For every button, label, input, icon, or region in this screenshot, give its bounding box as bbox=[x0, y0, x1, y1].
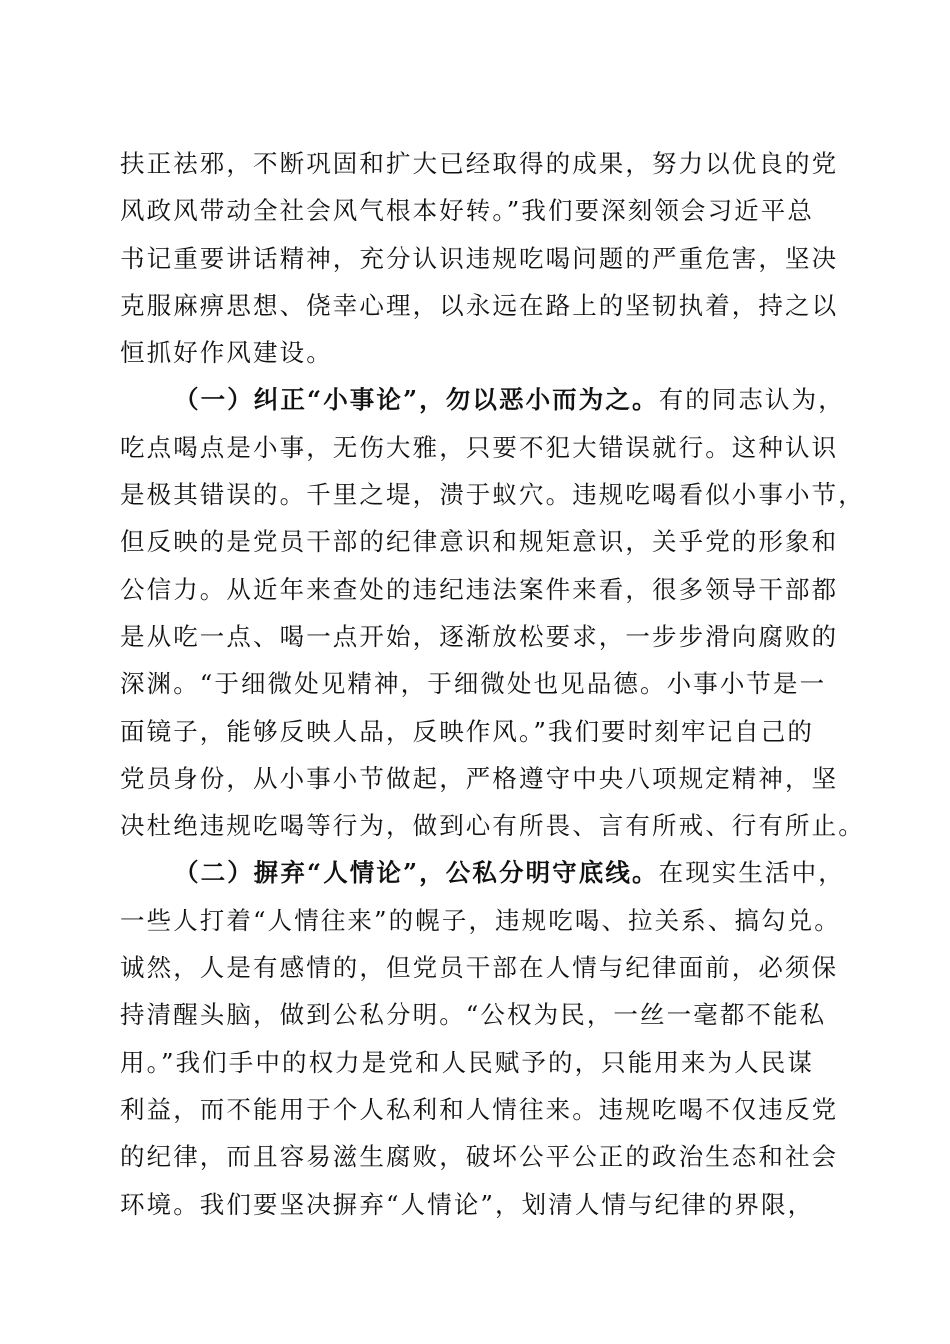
section-1-first-line-text: 有的同志认为， bbox=[658, 385, 845, 415]
body-text bbox=[120, 140, 865, 1228]
text-line: 克服麻痹思想、侥幸心理，以永远在路上的坚韧执着，持之以 bbox=[120, 290, 839, 320]
text-line: 是从吃一点、喝一点开始，逐渐放松要求，一步步滑向腐败的 bbox=[120, 621, 839, 651]
text-line: 是极其错误的。千里之堤，溃于蚁穴。违规吃喝看似小事小节， bbox=[120, 480, 865, 510]
text-line: 但反映的是党员干部的纪律意识和规矩意识，关乎党的形象和 bbox=[120, 527, 839, 557]
text-line: 诚然，人是有感情的，但党员干部在人情与纪律面前，必须保 bbox=[120, 953, 839, 983]
text-line: 的纪律，而且容易滋生腐败，破坏公平公正的政治生态和社会 bbox=[120, 1142, 839, 1172]
text-line: 一些人打着“人情往来”的幌子，违规吃喝、拉关系、搞勾兑。 bbox=[120, 905, 841, 935]
text-line: 书记重要讲话精神，充分认识违规吃喝问题的严重危害，坚决 bbox=[120, 243, 839, 273]
text-line: 党员身份，从小事小节做起，严格遵守中央八项规定精神，坚 bbox=[120, 763, 839, 793]
section-2-first-line-text: 在现实生活中， bbox=[658, 858, 845, 888]
text-line: 公信力。从近年来查处的违纪违法案件来看，很多领导干部都 bbox=[120, 574, 839, 604]
section-2-first-line bbox=[120, 849, 845, 896]
text-line: 利益，而不能用于个人私利和人情往来。违规吃喝不仅违反党 bbox=[120, 1094, 839, 1124]
section-1-heading: （一）纠正“小事论”，勿以恶小而为之。 bbox=[174, 385, 659, 415]
text-line: 恒抓好作风建设。 bbox=[120, 338, 333, 368]
text-line: 扶正祛邪，不断巩固和扩大已经取得的成果，努力以优良的党 bbox=[120, 149, 839, 178]
section-2-heading: （二）摒弃“人情论”，公私分明守底线。 bbox=[174, 858, 659, 888]
paragraph-section-1 bbox=[120, 376, 865, 849]
paragraph-intro-continuation bbox=[120, 140, 839, 376]
text-line: 深渊。“于细微处见精神，于细微处也见品德。小事小节是一 bbox=[120, 669, 827, 699]
paragraph-section-2 bbox=[120, 849, 845, 1227]
section-1-first-line bbox=[120, 376, 845, 423]
text-line: 风政风带动全社会风气根本好转。”我们要深刻领会习近平总 bbox=[120, 196, 814, 226]
text-line: 环境。我们要坚决摒弃“人情论”，划清人情与纪律的界限， bbox=[120, 1189, 815, 1219]
text-line: 吃点喝点是小事，无伤大雅，只要不犯大错误就行。这种认识 bbox=[120, 432, 839, 462]
text-line: 决杜绝违规吃喝等行为，做到心有所畏、言有所戒、行有所止。 bbox=[120, 811, 865, 841]
text-line: 面镜子，能够反映人品，反映作风。”我们要时刻牢记自己的 bbox=[120, 716, 814, 746]
text-line: 持清醒头脑，做到公私分明。“公权为民，一丝一毫都不能私 bbox=[120, 1000, 827, 1030]
text-line: 用。”我们手中的权力是党和人民赋予的，只能用来为人民谋 bbox=[120, 1047, 814, 1077]
